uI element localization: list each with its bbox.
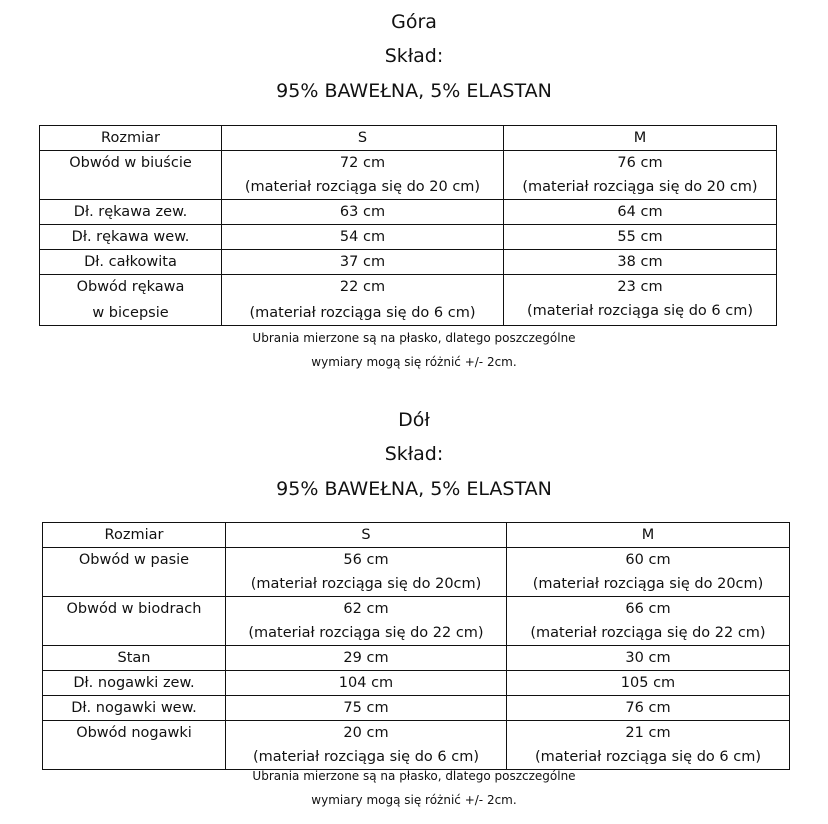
size-m-value: 76 cm (materiał rozciąga się do 20 cm) (504, 151, 777, 200)
bottom-measurement-note-line-2: wymiary mogą się różnić +/- 2cm. (311, 793, 517, 807)
size-s-value: 62 cm (materiał rozciąga się do 22 cm) (226, 597, 507, 646)
size-m-value: 64 cm (504, 200, 777, 225)
row-label: Dł. nogawki wew. (43, 696, 226, 721)
row-label: Obwód w biuście (40, 151, 222, 200)
size-m-value: 38 cm (504, 250, 777, 275)
size-s-value: 56 cm (materiał rozciąga się do 20cm) (226, 548, 507, 597)
header-m-cell: M (507, 523, 790, 548)
table-row (43, 671, 790, 696)
table-row (40, 200, 777, 225)
bottom-size-table (42, 522, 790, 770)
table-header-row (43, 523, 790, 548)
row-label: Dł. nogawki zew. (43, 671, 226, 696)
row-label: Obwód w pasie (43, 548, 226, 597)
header-s-cell: S (226, 523, 507, 548)
bottom-composition: 95% BAWEŁNA, 5% ELASTAN (276, 478, 552, 500)
size-s-value: 54 cm (222, 225, 504, 250)
size-s-value: 75 cm (226, 696, 507, 721)
size-s-value: 29 cm (226, 646, 507, 671)
size-s-value: 22 cm (materiał rozciąga się do 6 cm) (222, 275, 504, 326)
size-s-value: 63 cm (222, 200, 504, 225)
header-m-cell: M (504, 126, 777, 151)
bottom-composition-label: Skład: (384, 443, 444, 465)
size-m-value: 21 cm (materiał rozciąga się do 6 cm) (507, 721, 790, 770)
table-row (40, 225, 777, 250)
table-row (43, 548, 790, 597)
row-label: Obwód w biodrach (43, 597, 226, 646)
size-m-value: 55 cm (504, 225, 777, 250)
top-size-table (39, 125, 777, 326)
size-m-value: 30 cm (507, 646, 790, 671)
table-row (40, 151, 777, 200)
row-label: Dł. całkowita (40, 250, 222, 275)
size-s-value: 104 cm (226, 671, 507, 696)
table-row (43, 646, 790, 671)
row-label: Obwód nogawki (43, 721, 226, 770)
size-m-value: 66 cm (materiał rozciąga się do 22 cm) (507, 597, 790, 646)
header-size-cell: Rozmiar (40, 126, 222, 151)
header-s-cell: S (222, 126, 504, 151)
bottom-measurement-note-line-1: Ubrania mierzone są na płasko, dlatego poszczególne (252, 769, 576, 783)
row-label: Dł. rękawa zew. (40, 200, 222, 225)
size-m-value: 105 cm (507, 671, 790, 696)
size-m-value: 76 cm (507, 696, 790, 721)
table-row (43, 597, 790, 646)
table-row (40, 250, 777, 275)
header-size-cell: Rozmiar (43, 523, 226, 548)
row-label: Stan (43, 646, 226, 671)
table-row (43, 721, 790, 770)
top-composition: 95% BAWEŁNA, 5% ELASTAN (276, 80, 552, 102)
size-s-value: 72 cm (materiał rozciąga się do 20 cm) (222, 151, 504, 200)
top-measurement-note-line-2: wymiary mogą się różnić +/- 2cm. (311, 355, 517, 369)
top-heading: Góra (391, 11, 437, 33)
bottom-heading: Dół (398, 409, 430, 431)
table-row (43, 696, 790, 721)
row-label: Obwód rękawa w bicepsie (40, 275, 222, 326)
size-s-value: 37 cm (222, 250, 504, 275)
top-measurement-note-line-1: Ubrania mierzone są na płasko, dlatego poszczególne (252, 331, 576, 345)
size-m-value: 60 cm (materiał rozciąga się do 20cm) (507, 548, 790, 597)
size-m-value: 23 cm (materiał rozciąga się do 6 cm) (504, 275, 777, 326)
top-composition-label: Skład: (384, 45, 444, 67)
table-header-row (40, 126, 777, 151)
row-label: Dł. rękawa wew. (40, 225, 222, 250)
size-s-value: 20 cm (materiał rozciąga się do 6 cm) (226, 721, 507, 770)
table-row (40, 275, 777, 326)
